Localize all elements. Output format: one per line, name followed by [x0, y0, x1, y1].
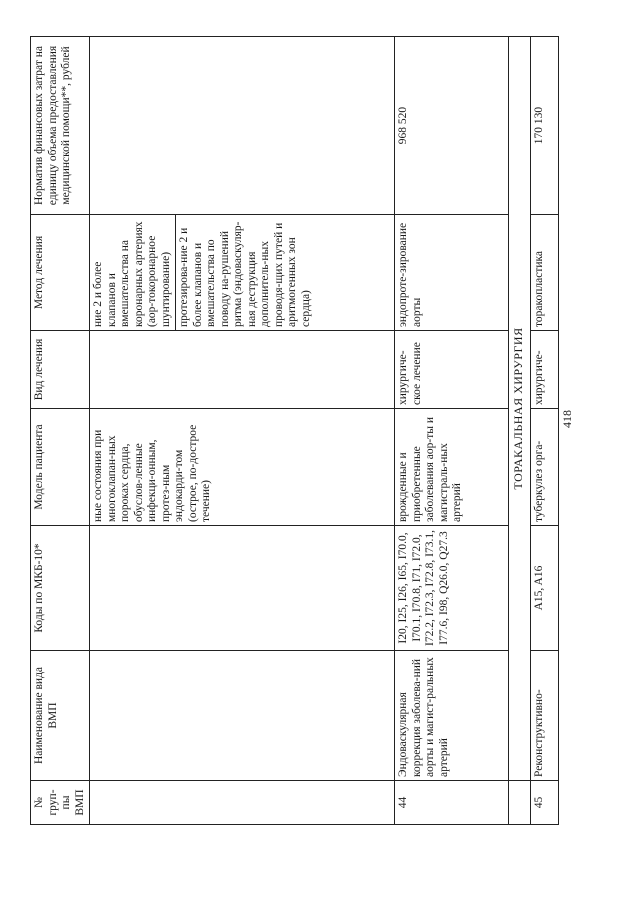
header-model: Модель пациента [31, 409, 90, 526]
table-row-44 [395, 37, 509, 825]
cell-model: врожденные и приобретенные заболевания аор-ты и магистраль-ных артерий [395, 409, 509, 526]
cell-group: 45 [531, 781, 559, 825]
cell-name [90, 651, 395, 781]
cell-codes [90, 526, 395, 651]
section-row [509, 37, 531, 825]
cell-treatment-type: хирургиче- [531, 331, 559, 409]
cell-name: Реконструктивно- [531, 651, 559, 781]
cell-norm: 968 520 [395, 37, 509, 215]
table-row-continued [90, 37, 395, 825]
cell-method [90, 215, 395, 331]
header-norm: Норматив финансовых затрат на единицу объема предоставления медицинской помощи**, рублей [31, 37, 90, 215]
method-a: ние 2 и более клапанов и вмешательства на коронарных артериях (аор-токоронарное шунтирование) [92, 221, 172, 327]
cell-norm [90, 37, 395, 215]
vmp-table [30, 36, 559, 825]
header-method: Метод лечения [31, 215, 90, 331]
cell-method: торакопластика [531, 215, 559, 331]
header-group: № груп-пы ВМП [31, 781, 90, 825]
section-title: ТОРАКАЛЬНАЯ ХИРУРГИЯ [509, 37, 531, 781]
cell-group [90, 781, 395, 825]
header-treatment-type: Вид лечения [31, 331, 90, 409]
cell-treatment-type [90, 331, 395, 409]
cell-model: туберкулез орга- [531, 409, 559, 526]
cell-codes: I20, I25, I26, I65, I70.0, I70.1, I70.8, I71, I72.0, I72.2, I72.3, I72.8, I73.1, I77.6, I98, Q26.0, Q27.3 [395, 526, 509, 651]
cell-method: эндопроте-зирование аорты [395, 215, 509, 331]
header-codes: Коды по МКБ-10* [31, 526, 90, 651]
cell-group [509, 781, 531, 825]
cell-group: 44 [395, 781, 509, 825]
header-name: Наименование вида ВМП [31, 651, 90, 781]
cell-model: ные состояния при многоклапан-ных пороках сердца, обуслов-ленные инфекци-онным, протез-ным эндокарди-том (острое, по-дострое течение) [90, 409, 395, 526]
table-row-45 [531, 37, 559, 825]
method-b: протезирова-ние 2 и более клапанов и вмешательства по поводу на-рушений ритма (эндоваскуляр-ная деструкция дополнитель-ных проводя-щих путей и аритмогенных зон сердца) [175, 215, 315, 330]
cell-treatment-type: хирургиче-ское лечение [395, 331, 509, 409]
cell-codes: A15, A16 [531, 526, 559, 651]
rotated-table-page [30, 37, 602, 825]
page-number: 418 [560, 410, 574, 428]
table-header-row [31, 37, 90, 825]
cell-norm: 170 130 [531, 37, 559, 215]
cell-name: Эндоваскулярная коррекция заболева-ний аорты и магист-ральных артерий [395, 651, 509, 781]
